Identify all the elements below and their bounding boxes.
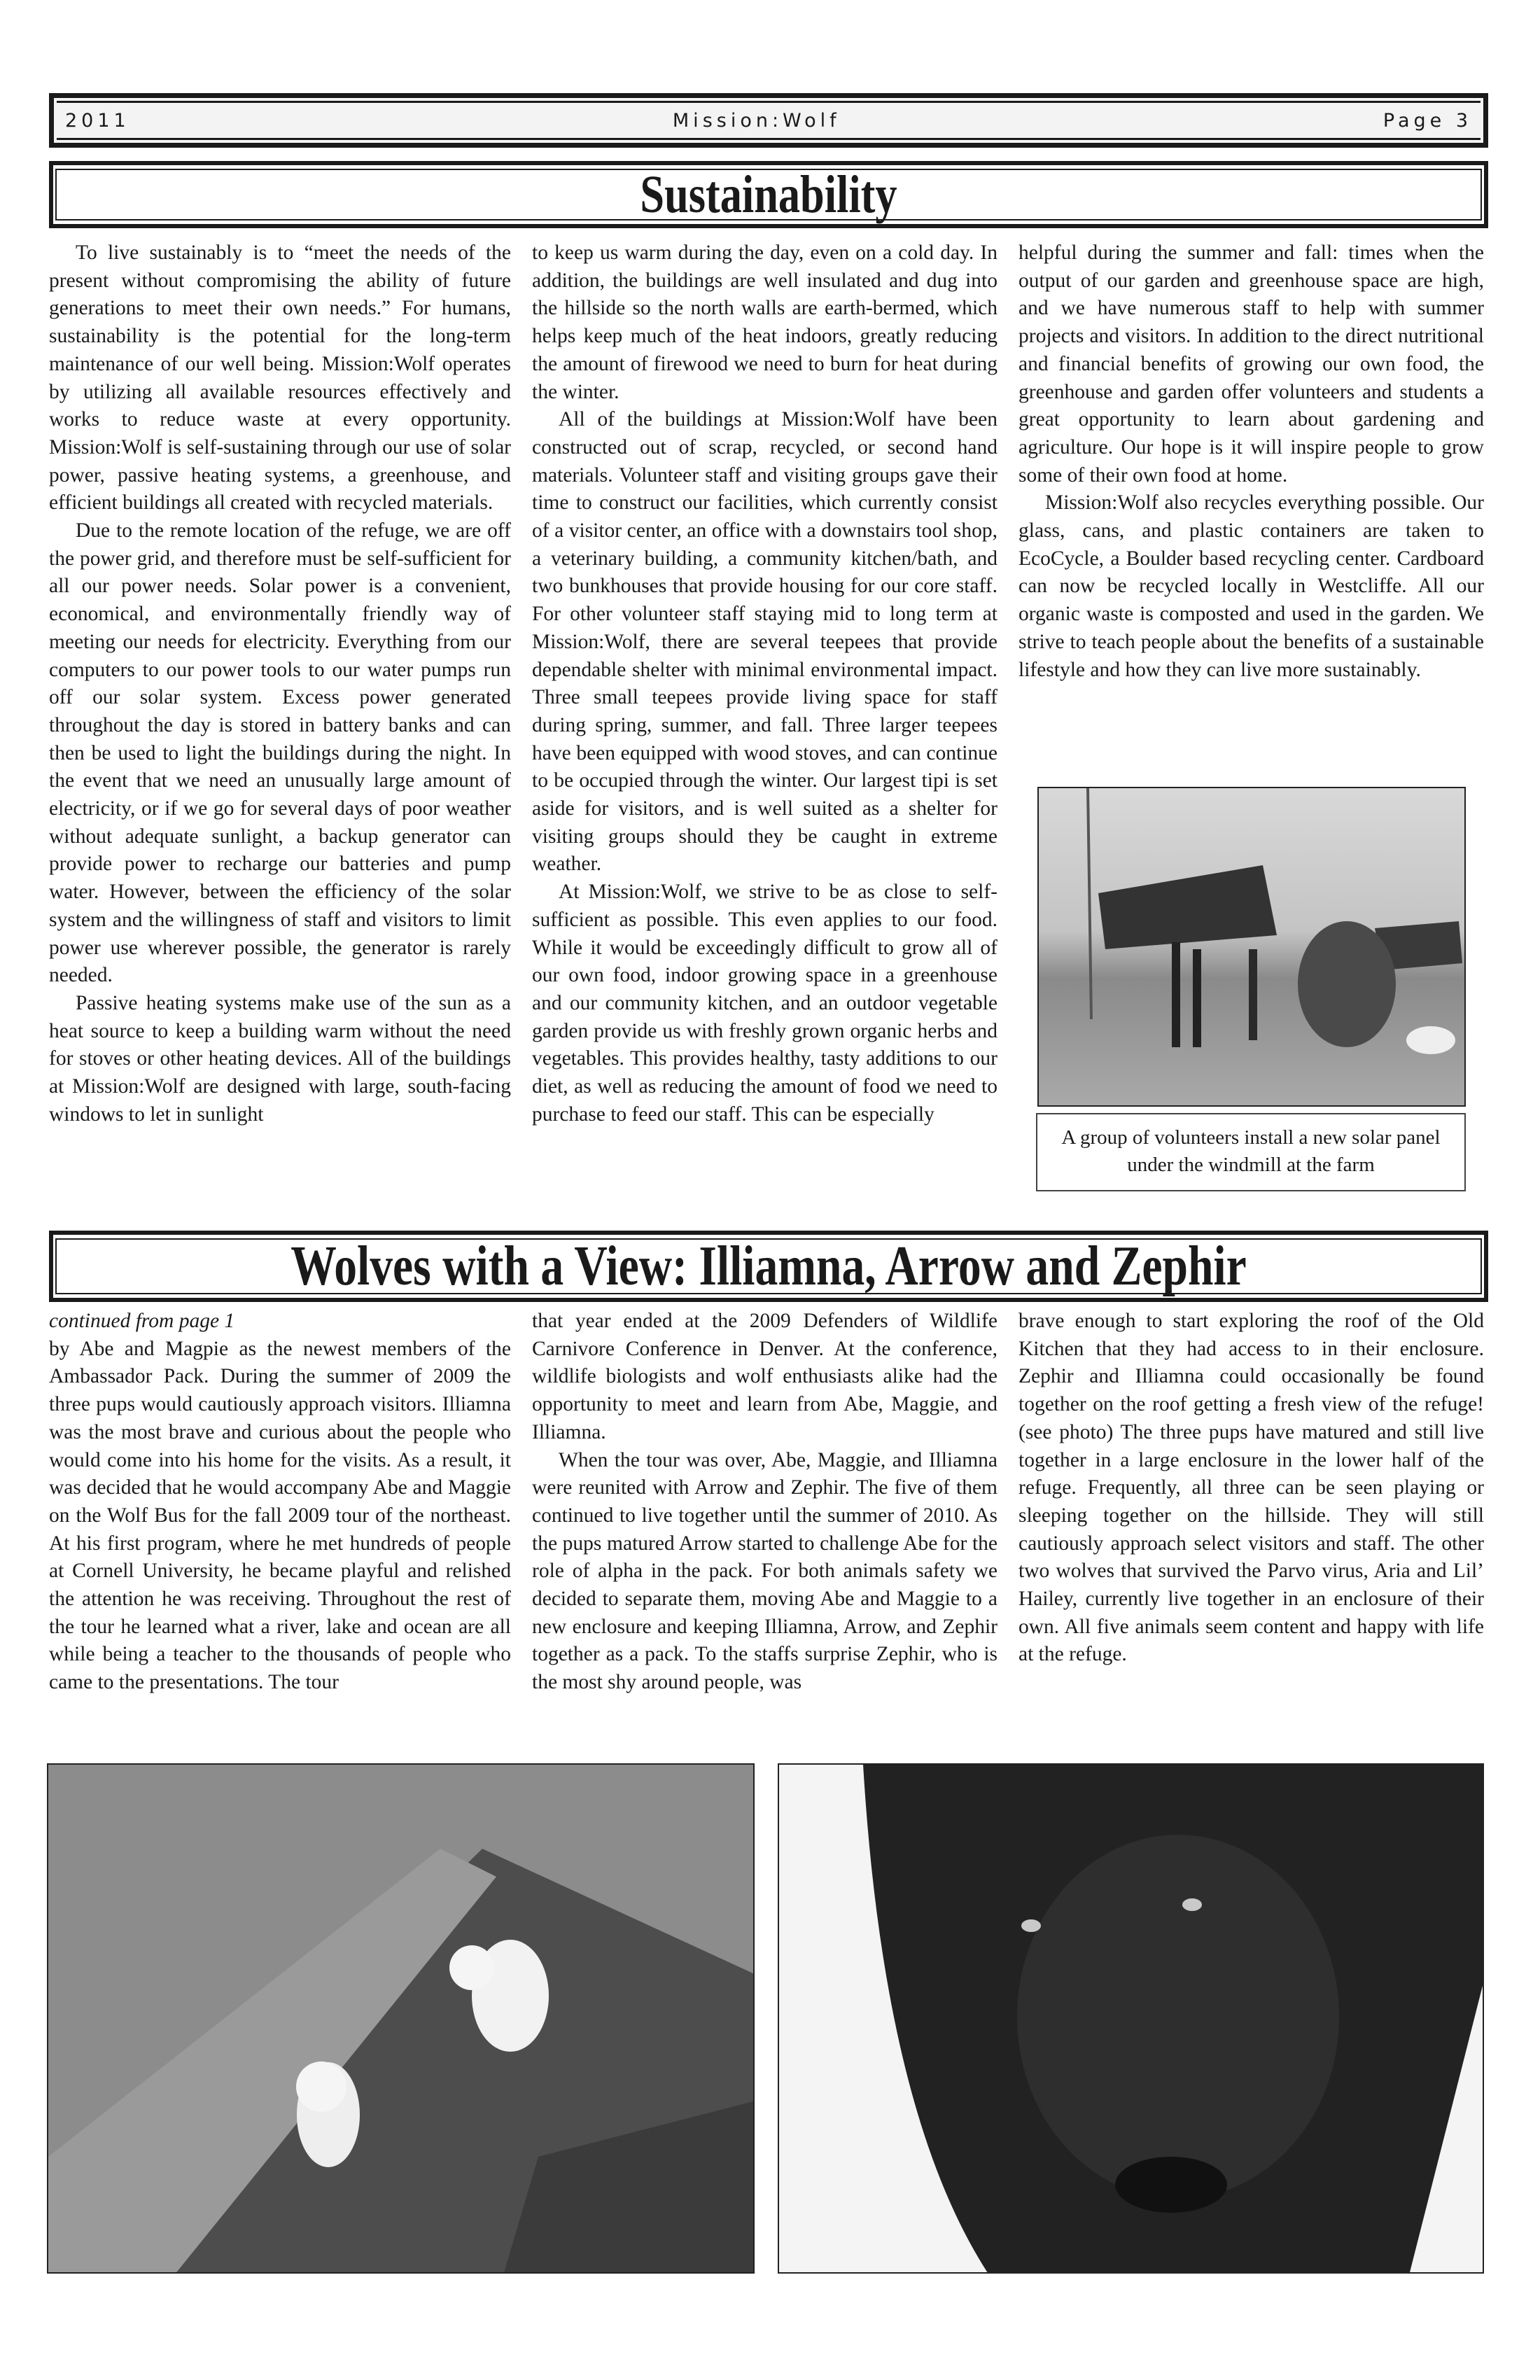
paragraph: Due to the remote location of the refuge, we are off the power grid, and therefore must be self-sufficient for all our power needs. Solar power is a convenient, economical, and environmentally friendly way of meeting our needs for electricity. Everything from our computers to our power tools to our water pumps run off our solar system. Excess power generated throughout the day is stored in battery banks and can then be used to light the buildings during the night. In the event that we need an unusually large amount of electricity, or if we go for several days of poor weather without adequate sunlight, a backup generator can provide power to recharge our batteries and pump water. However, between the efficiency of the solar system and the willingness of staff and visitors to limit power use wherever possible, the generator is rarely needed.	[49, 519, 511, 987]
paragraph: Passive heating systems make use of the sun as a heat source to keep a building warm without the need for stoves or other heating devices. All of the buildings at Mission:Wolf are designed with large, south-facing windows to let in sunlight	[49, 991, 511, 1126]
article1-col3	[1018, 239, 1484, 684]
black-wolf-illustration	[779, 1765, 1484, 2274]
solar-panel-illustration	[1039, 788, 1466, 1107]
article1-title-box	[49, 161, 1488, 228]
paragraph: When the tour was over, Abe, Maggie, and Illiamna were reunited with Arrow and Zephir. The five of them continued to live together until the summer of 2010. As the pups matured Arrow started to challenge Abe for the role of alpha in the pack. For both animals safety we decided to separate them, moving Abe and Maggie to a new enclosure and keeping Illiamna, Arrow, and Zephir together as a pack. To the staffs surprise Zephir, who is the most shy around people, was	[532, 1448, 997, 1694]
header-publication: Mission:Wolf	[672, 109, 841, 132]
paragraph: All of the buildings at Mission:Wolf have been constructed out of scrap, recycled, or second hand materials. Volunteer staff and visiting groups gave their time to construct our facilities, which currently consist of a visitor center, an office with a downstairs tool shop, a veterinary building, a community kitchen/bath, and two bunkhouses that provide housing for our core staff. For other volunteer staff staying mid to long term at Mission:Wolf, there are several teepees that provide dependable shelter with minimal environmental impact. Three small teepees provide living space for staff during spring, summer, and fall. Three larger teepees have been equipped with wood stoves, and can continue to be occupied through the winter. Our largest tipi is set aside for visitors, and is well suited as a shelter for visiting groups should they be caught in extreme weather.	[532, 408, 997, 876]
paragraph: At Mission:Wolf, we strive to be as close to self-sufficient as possible. This even applies to our food. While it would be exceedingly difficult to grow all of our own food, indoor growing space in a greenhouse and our community kitchen, and an outdoor vegetable garden provide us with freshly grown organic herbs and vegetables. This provides healthy, tasty additions to our diet, as well as reducing the amount of food we need to purchase to feed our staff. This can be especially	[532, 881, 997, 1126]
wolves-on-roof-photo	[47, 1763, 755, 2274]
photo-caption: A group of volunteers install a new solar panel under the windmill at the farm	[1036, 1113, 1466, 1191]
article2-title: Wolves with a View: Illiamna, Arrow and Zephir	[290, 1236, 1247, 1297]
article2-col1	[49, 1308, 511, 1697]
article1-col1	[49, 239, 511, 1129]
article2-col2	[532, 1308, 997, 1697]
paragraph: by Abe and Magpie as the newest members of the Ambassador Pack. During the summer of 2009 the three pups would cautiously approach visitors. Illiamna was the most brave and curious about the people who would come into his home for the visits. As a result, it was decided that he would accompany Abe and Maggie on the Wolf Bus for the fall 2009 tour of the northeast. At his first program, where he met hundreds of people at Cornell University, he became playful and relished the attention he was receiving. Throughout the rest of the tour he learned what a river, lake and ocean are all while being a teacher to the thousands of people who came to the presentations. The tour	[49, 1337, 511, 1694]
paragraph: helpful during the summer and fall: times when the output of our garden and greenhouse space are high, and we have numerous staff to help with summer projects and visitors. In addition to the direct nutritional and financial benefits of growing our own food, the greenhouse and garden offer volunteers and students a great opportunity to learn about gardening and agriculture. Our hope is it will inspire people to grow some of their own food at home.	[1018, 241, 1484, 486]
header-page: Page 3	[1382, 109, 1472, 132]
page-header	[49, 93, 1488, 148]
paragraph: brave enough to start exploring the roof of the Old Kitchen that they had access to in their enclosure. Zephir and Illiamna could occasionally be found together on the roof getting a fresh view of the refuge! (see photo) The three pups have matured and still live together in a large enclosure in the lower half of the refuge. Frequently, all three can be seen playing or sleeping together on the hillside. They will still cautiously approach select visitors and staff. The other two wolves that survived the Parvo virus, Aria and Lil’ Hailey, currently live together in an enclosure of their own. All five animals seem content and happy with life at the refuge.	[1018, 1310, 1484, 1666]
solar-panel-photo	[1037, 787, 1466, 1107]
paragraph: Mission:Wolf also recycles everything possible. Our glass, cans, and plastic containers are taken to EcoCycle, a Boulder based recycling center. Cardboard can now be recycled locally in Westcliffe. All our organic waste is composted and used in the garden. We strive to teach people about the benefits of a sustainable lifestyle and how they can live more sustainably.	[1018, 491, 1484, 681]
article2-title-box	[49, 1231, 1488, 1302]
wolves-roof-illustration	[48, 1765, 755, 2274]
paragraph: To live sustainably is to “meet the needs of the present without compromising the ability of future generations to meet their own needs.” For humans, sustainability is the potential for the long-term maintenance of our well being. Mission:Wolf operates by utilizing all available resources effectively and works to reduce waste at every opportunity. Mission:Wolf is self-sustaining through our use of solar power, passive heating systems, a greenhouse, and efficient buildings all created with recycled materials.	[49, 241, 511, 514]
black-wolf-photo	[778, 1763, 1484, 2274]
paragraph: to keep us warm during the day, even on a cold day. In addition, the buildings are well insulated and dug into the hillside so the north walls are earth-bermed, which helps keep much of the heat indoors, greatly reducing the amount of firewood we need to burn for heat during the winter.	[532, 241, 997, 403]
article1-col2	[532, 239, 997, 1129]
header-year: 2011	[65, 109, 130, 132]
article2-col3	[1018, 1308, 1484, 1669]
article1-title: Sustainability	[640, 165, 897, 224]
continued-note: continued from page 1	[49, 1310, 235, 1332]
paragraph: that year ended at the 2009 Defenders of Wildlife Carnivore Conference in Denver. At the conference, wildlife biologists and wolf enthusiasts alike had the opportunity to meet and learn from Abe, Maggie, and Illiamna.	[532, 1310, 997, 1443]
